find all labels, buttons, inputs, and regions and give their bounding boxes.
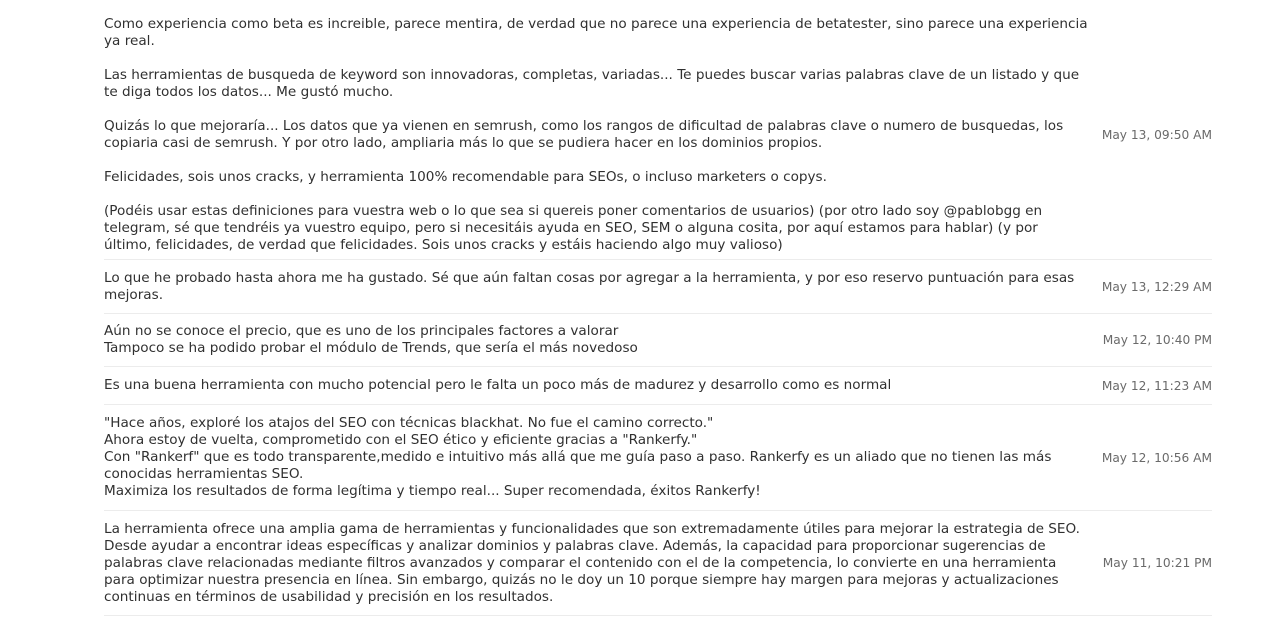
- comment-line: Tampoco se ha podido probar el módulo de Trends, que sería el más novedoso: [104, 340, 638, 356]
- feedback-timestamp: May 12, 11:23 AM: [1101, 378, 1212, 393]
- feedback-row: [104, 314, 1212, 367]
- feedback-comment: [104, 270, 1089, 304]
- comment-paragraph: Lo que he probado hasta ahora me ha gustado. Sé que aún faltan cosas por agregar a la herramienta, y por eso reservo puntuación para esas mejoras.: [104, 269, 1075, 303]
- comment-line: Aún no se conoce el precio, que es uno de los principales factores a valorar: [104, 323, 619, 339]
- comment-line: Maximiza los resultados de forma legítima y tiempo real... Super recomendada, éxitos Rankerfy!: [104, 483, 761, 499]
- feedback-timestamp: May 13, 12:29 AM: [1101, 279, 1212, 294]
- feedback-comment: [104, 16, 1089, 254]
- comment-paragraph: Quizás lo que mejoraría... Los datos que ya vienen en semrush, como los rangos de dificultad de palabras clave o numero de busquedas, los copiaria casi de semrush. Y por otro lado, ampliaria más lo que se pudiera hacer en los dominios propios.: [104, 118, 1064, 151]
- comment-paragraph: Felicidades, sois unos cracks, y herramienta 100% recomendable para SEOs, o incluso marketers o copys.: [104, 169, 827, 185]
- comment-paragraph: Las herramientas de busqueda de keyword son innovadoras, completas, variadas... Te puedes buscar varias palabras clave de un listado y que te diga todos los datos... Me gustó mucho.: [104, 67, 1080, 100]
- feedback-timestamp: May 13, 09:50 AM: [1101, 128, 1212, 142]
- feedback-comment: [104, 521, 1089, 606]
- feedback-comment: [104, 377, 1089, 394]
- feedback-row: [104, 511, 1212, 616]
- feedback-row: [104, 367, 1212, 405]
- comment-paragraph: La herramienta ofrece una amplia gama de herramientas y funcionalidades que son extremadamente útiles para mejorar la estrategia de SEO. Desde ayudar a encontrar ideas específicas y analizar dominios y palabras clave. Además, la capacidad para proporcionar sugerencias de palabras clave relacionadas mediante filtros avanzados y comparar el contenido con el de la competencia, lo convierte en una herramienta para optimizar nuestra presencia en línea. Sin embargo, quizás no le doy un 10 porque siempre hay margen para mejoras y actualizaciones continuas en términos de usabilidad y precisión en los resultados.: [104, 520, 1080, 605]
- feedback-timestamp: May 11, 10:21 PM: [1102, 556, 1212, 570]
- comment-line: Ahora estoy de vuelta, comprometido con el SEO ético y eficiente gracias a "Rankerfy.": [104, 432, 698, 448]
- comment-line: "Hace años, exploré los atajos del SEO con técnicas blackhat. No fue el camino correcto.": [104, 415, 714, 431]
- feedback-list: [104, 8, 1212, 616]
- comment-paragraph: Es una buena herramienta con mucho potencial pero le falta un poco más de madurez y desarrollo como es normal: [104, 377, 892, 393]
- feedback-timestamp: May 12, 10:56 AM: [1101, 450, 1212, 465]
- comment-paragraph: Como experiencia como beta es increible, parece mentira, de verdad que no parece una experiencia de betatester, sino parece una experiencia ya real.: [104, 16, 1088, 49]
- feedback-row: [104, 8, 1212, 260]
- feedback-timestamp: May 12, 10:40 PM: [1102, 333, 1212, 347]
- feedback-row: [104, 260, 1212, 314]
- comment-line: Con "Rankerf" que es todo transparente,medido e intuitivo más allá que me guía paso a paso. Rankerfy es un aliado que no tienen las más conocidas herramientas SEO.: [104, 449, 1052, 482]
- comment-paragraph: (Podéis usar estas definiciones para vuestra web o lo que sea si quereis poner comentarios de usuarios) (por otro lado soy @pablobgg en telegram, sé que tendréis ya vuestro equipo, pero si necesitáis ayuda en SEO, SEM o alguna cosita, por aquí estamos para hablar) (y por último, felicidades, de verdad que felicidades. Sois unos cracks y estáis haciendo algo muy valioso): [104, 203, 1043, 253]
- feedback-comment: [104, 323, 1089, 357]
- feedback-row: [104, 405, 1212, 511]
- feedback-comment: [104, 415, 1089, 500]
